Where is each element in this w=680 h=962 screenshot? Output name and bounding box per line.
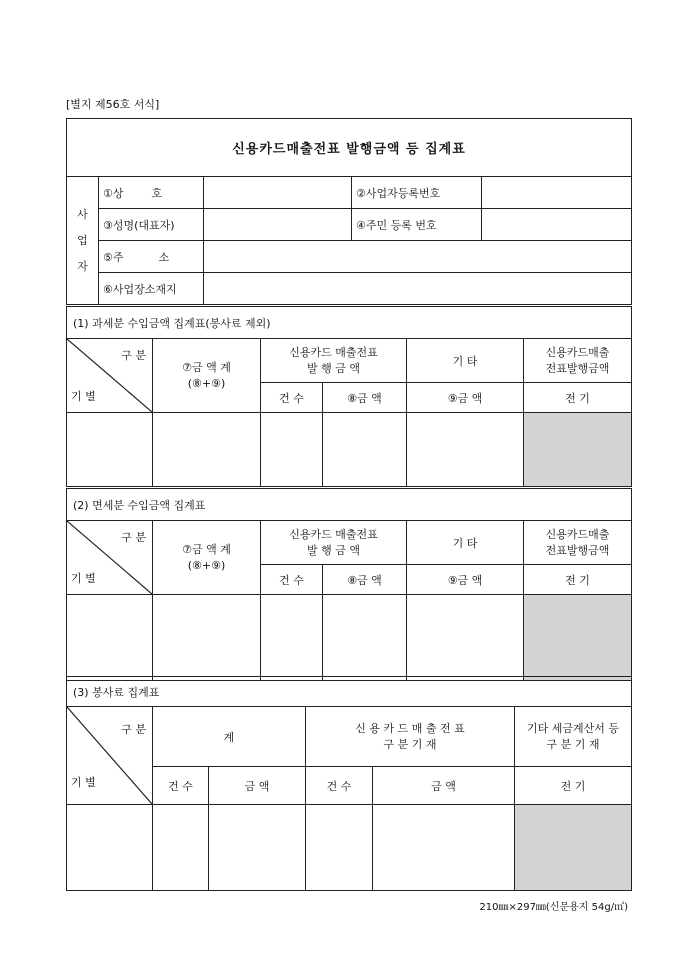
section3-card-header: 신 용 카 드 매 출 전 표 구 분 기 재 [306,707,515,767]
trade-name-value[interactable] [204,177,352,209]
representative-name-label: ③성명(대표자) [99,209,204,241]
section2-title: (2) 면세분 수입금액 집계표 [67,489,632,521]
section3-diagonal-header [67,707,153,805]
section1-title: (1) 과세분 수입금액 집계표(봉사료 제외) [67,307,632,339]
section1-gubun: 구 분 [121,349,146,362]
section2-gubun: 구 분 [121,531,146,544]
section2-issued-header: 신용카드매출 전표발행금액 [524,521,632,565]
section1-amount9-cell[interactable] [407,413,524,487]
section3-period-cell[interactable] [67,805,153,891]
section2-card-header: 신용카드 매출전표 발 행 금 액 [261,521,407,565]
section1-amount8-header: ⑧금 액 [323,383,407,413]
workplace-label: ⑥사업장소재지 [99,273,204,305]
section3-count2-cell[interactable] [306,805,373,891]
section1-gibyeol: 기 별 [71,390,96,403]
section3-gubun: 구 분 [121,723,146,736]
section1-jeongi-cell [524,413,632,487]
section3-amount-cell[interactable] [209,805,306,891]
business-reg-number-value[interactable] [482,177,632,209]
section3-amount2-header: 금 액 [373,767,515,805]
section1-other-header: 기 타 [407,339,524,383]
address-label: ⑤주 소 [99,241,204,273]
section3-jeongi-cell [515,805,632,891]
section3-title: (3) 봉사료 집계표 [67,677,632,707]
form-title: 신용카드매출전표 발행금액 등 집계표 [67,119,632,177]
section1-total-cell[interactable] [153,413,261,487]
section3-count-header: 건 수 [153,767,209,805]
section2-total-cell[interactable] [153,595,261,681]
section1-card-header: 신용카드 매출전표 발 행 금 액 [261,339,407,383]
section2-period-cell[interactable] [67,595,153,681]
section2-amount9-cell[interactable] [407,595,524,681]
section1-count-header: 건 수 [261,383,323,413]
section2-amount8-header: ⑧금 액 [323,565,407,595]
section2-table [66,488,632,681]
section1-issued-header: 신용카드매출 전표발행금액 [524,339,632,383]
section1-amount8-cell[interactable] [323,413,407,487]
resident-number-value[interactable] [482,209,632,241]
section3-amount2-cell[interactable] [373,805,515,891]
section1-period-cell[interactable] [67,413,153,487]
section3-count-cell[interactable] [153,805,209,891]
business-side-label: 사 업 자 [67,177,99,305]
business-reg-number-label: ②사업자등록번호 [352,177,482,209]
section2-total-header: ⑦금 액 계 (⑧+⑨) [153,521,261,595]
section1-amount9-header: ⑨금 액 [407,383,524,413]
section3-gibyeol: 기 별 [71,776,96,789]
trade-name-label: ①상 호 [99,177,204,209]
section2-amount9-header: ⑨금 액 [407,565,524,595]
section2-diagonal-header [67,521,153,595]
section2-count-cell[interactable] [261,595,323,681]
business-info-table [66,118,632,305]
section3-jeongi-header: 전 기 [515,767,632,805]
address-value[interactable] [204,241,632,273]
section1-table [66,306,632,487]
section3-count2-header: 건 수 [306,767,373,805]
workplace-value[interactable] [204,273,632,305]
section3-amount-header: 금 액 [209,767,306,805]
section1-total-header: ⑦금 액 계 (⑧+⑨) [153,339,261,413]
form-label: [별지 제56호 서식] [66,98,160,111]
section1-jeongi-header: 전 기 [524,383,632,413]
resident-number-label: ④주민 등록 번호 [352,209,482,241]
section1-diagonal-header [67,339,153,413]
section2-jeongi-cell [524,595,632,681]
section3-total-header: 계 [153,707,306,767]
section2-gibyeol: 기 별 [71,572,96,585]
section2-other-header: 기 타 [407,521,524,565]
section1-count-cell[interactable] [261,413,323,487]
section3-table [66,676,632,891]
paper-size-note: 210㎜×297㎜(신문용지 54g/㎡) [479,902,628,913]
section2-jeongi-header: 전 기 [524,565,632,595]
section2-count-header: 건 수 [261,565,323,595]
section3-tax-header: 기타 세금계산서 등 구 분 기 재 [515,707,632,767]
representative-name-value[interactable] [204,209,352,241]
section2-amount8-cell[interactable] [323,595,407,681]
